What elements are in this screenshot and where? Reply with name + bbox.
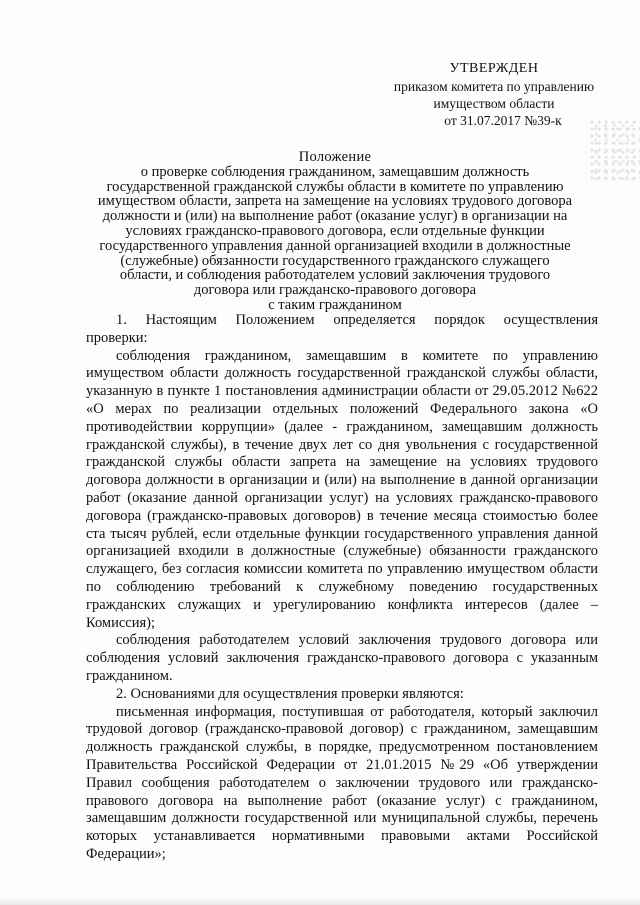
document-body [86,312,598,864]
heading-line: области, и соблюдения работодателем условий заключения трудового [119,267,551,284]
approval-line-order: приказом комитета по управлению [393,79,595,94]
approval-line-committee: имуществом области [433,96,555,111]
heading-line: с таким гражданином [268,296,402,313]
paragraph-compliance-citizen: соблюдения гражданином, замещавшим в комитете по управлению имуществом области должность государственной гражданской службы области, указанную в пункте 1 постановления администрации области от 29.05.2012 №622 «О мерах по реализации отдельных положений Федерального закона «О противодействии коррупции» (далее - гражданином, замещавшим должность гражданской службы), в течение двух лет со дня увольнения с государственной гражданской службы области запрета на замещение на условиях трудового договора должности в организации и (или) на выполнение в данной организации работ (оказание данной организации услуг) на условиях гражданско-правового договора (гражданско-правовых договоров) в течение месяца стоимостью более ста тысяч рублей, если отдельные функции государственного управления данной организацией входили в должностные (служебные) обязанности гражданского служащего, без согласия комиссии комитета по управлению имуществом области по соблюдению требований к служебному поведению государственных гражданских служащих и урегулированию конфликта интересов (далее – Комиссия); [86,347,598,631]
heading-line: должности и (или) на выполнение работ (оказание услуг) в организации на [102,208,568,225]
document-heading [70,150,600,313]
paragraph-2: 2. Основаниями для осуществления проверки являются: [116,685,464,702]
approval-stamp-block [384,60,604,129]
approval-line-date: от 31.07.2017 №39-к [444,113,562,128]
scan-bottom-edge [0,897,640,905]
heading-line: условиях гражданско-правового договора, если отдельные функции [125,222,545,239]
heading-line: (служебные) обязанности государственного гражданского служащего [120,252,550,269]
heading-line: договора или гражданско-правового договора [193,282,477,299]
approval-title: УТВЕРЖДЕН [449,61,539,76]
heading-line: государственной гражданской службы области в комитете по управлению [106,178,564,195]
heading-line: имуществом области, запрета на замещение на условиях трудового договора [97,193,573,210]
document-title: Положение [298,149,372,165]
paragraph-compliance-employer: соблюдения работодателем условий заключения трудового договора или соблюдения условий заключения гражданско-правового договора с указанным гражданином. [86,632,598,684]
heading-line: государственного управления данной организацией входили в должностные [99,237,571,254]
heading-line: о проверке соблюдения гражданином, замещавшим должность [140,163,530,180]
paragraph-written-info: письменная информация, поступившая от работодателя, который заключил трудовой договор (гражданско-правовой договор) с гражданином, замещавшим должность гражданской службы, в порядке, предусмотренном постановлением Правительства Российской Федерации от 21.01.2015 №29 «Об утверждении Правил сообщения работодателем о заключении трудового или гражданско-правового договора на выполнение работ (оказание услуг) с гражданином, замещавшим должности государственной или муниципальной службы, перечень которых устанавливается нормативными правовыми актами Российской Федерации»; [86,703,598,862]
paragraph-1: 1. Настоящим Положением определяется порядок осуществления проверки: [86,312,598,346]
